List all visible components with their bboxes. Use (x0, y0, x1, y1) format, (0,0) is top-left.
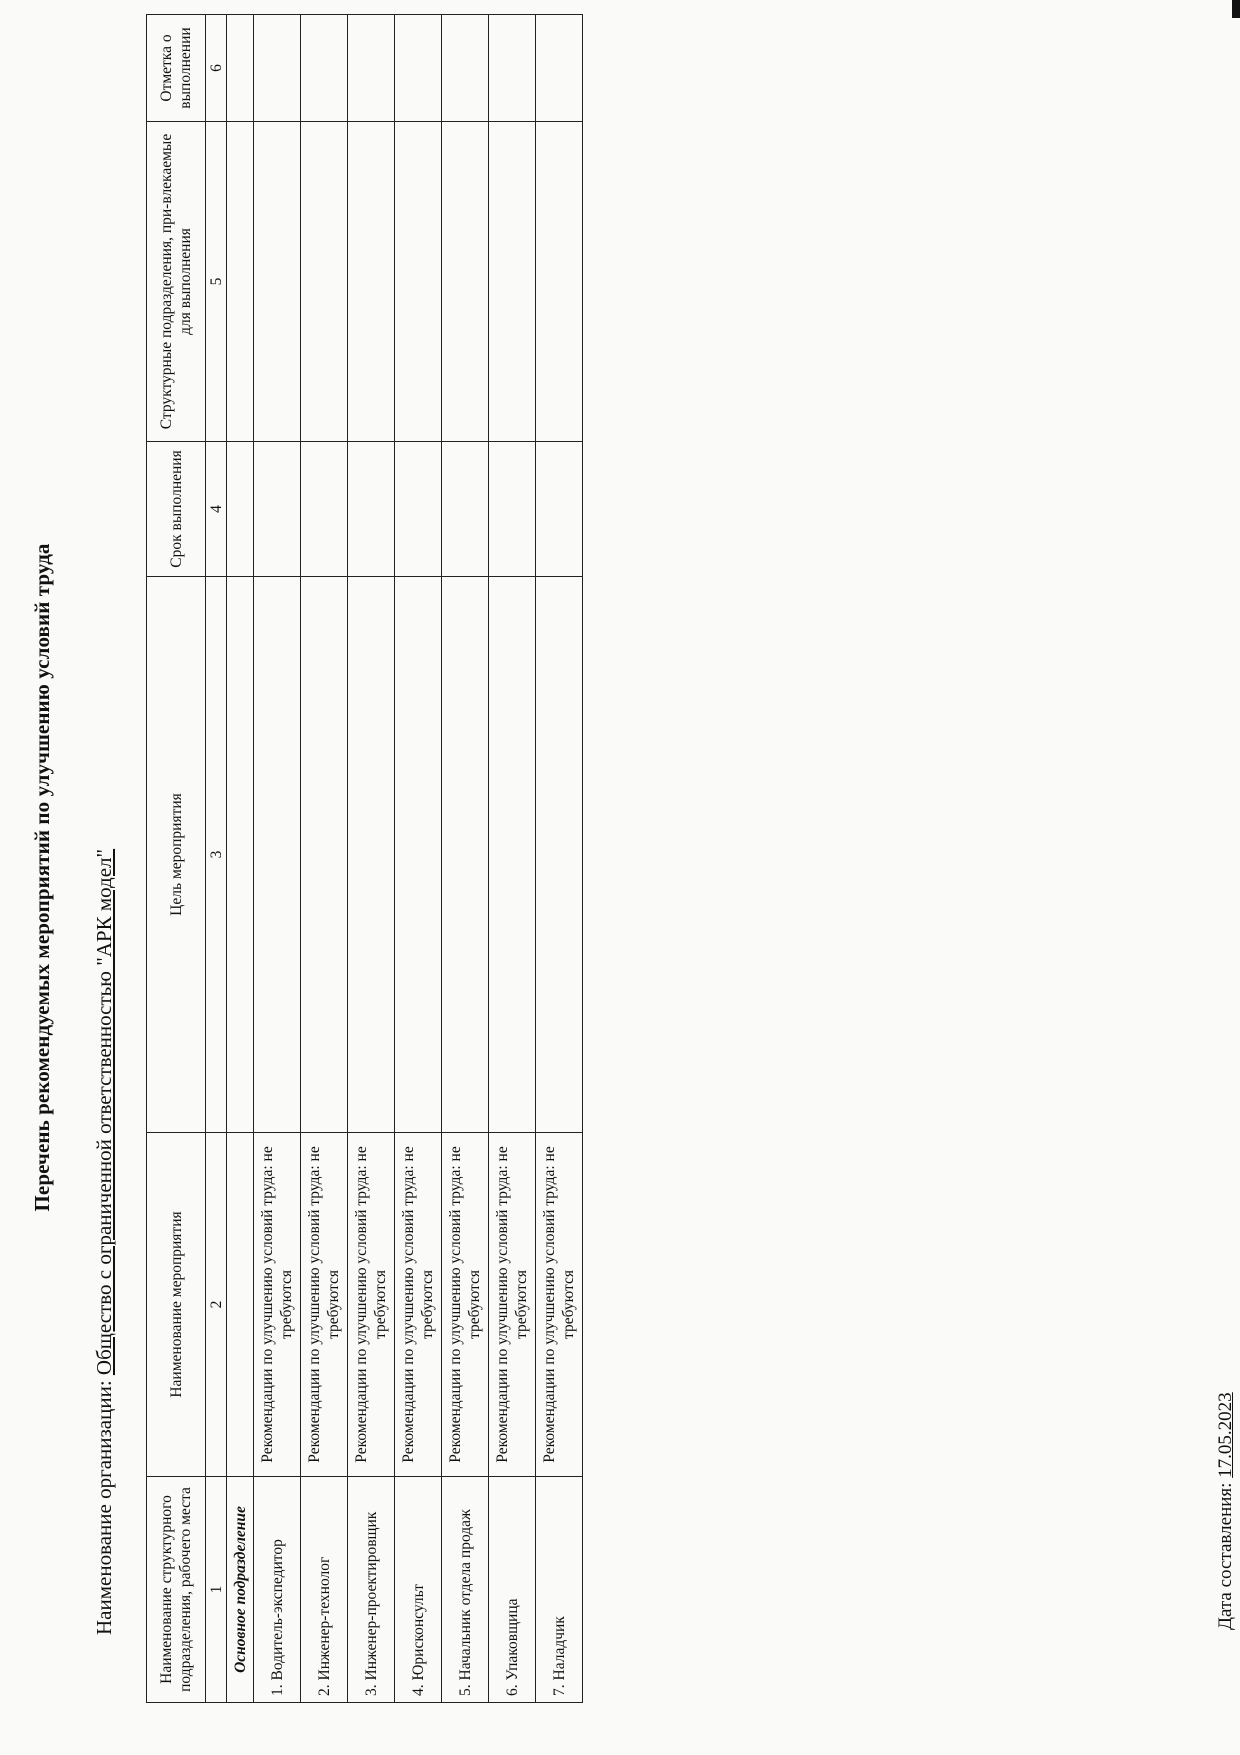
completion-mark-cell (301, 15, 348, 122)
empty-cell (227, 442, 254, 577)
empty-cell (227, 15, 254, 122)
table-row (536, 15, 583, 1703)
column-number: 3 (206, 577, 227, 1133)
workplace-cell: 1. Водитель-экспедитор (254, 1477, 301, 1703)
header-goal: Цель мероприятия (147, 577, 206, 1133)
departments-cell (442, 122, 489, 442)
goal-cell (395, 577, 442, 1133)
departments-cell (489, 122, 536, 442)
deadline-cell (254, 442, 301, 577)
column-number: 2 (206, 1133, 227, 1477)
workplace-cell: 5. Начальник отдела продаж (442, 1477, 489, 1703)
compiled-date-line (1215, 1392, 1237, 1630)
empty-cell (227, 122, 254, 442)
completion-mark-cell (442, 15, 489, 122)
departments-cell (395, 122, 442, 442)
completion-mark-cell (395, 15, 442, 122)
section-title: Основное подразделение (227, 1477, 254, 1703)
section-row (227, 15, 254, 1703)
workplace-cell: 2. Инженер-технолог (301, 1477, 348, 1703)
workplace-cell: 7. Наладчик (536, 1477, 583, 1703)
table-row (254, 15, 301, 1703)
organization-label: Наименование организации: (92, 1380, 116, 1635)
departments-cell (254, 122, 301, 442)
goal-cell (301, 577, 348, 1133)
header-workplace: Наименование структурного подразделения, рабочего места (147, 1477, 206, 1703)
date-label: Дата составления: (1215, 1482, 1236, 1630)
measure-cell: Рекомендации по улучшению условий труда: не требуются (254, 1133, 301, 1477)
table-row (489, 15, 536, 1703)
header-departments: Структурные подразделения, при-влекаемые для выполнения (147, 122, 206, 442)
column-number-row (206, 15, 227, 1703)
measure-cell: Рекомендации по улучшению условий труда: не требуются (301, 1133, 348, 1477)
goal-cell (442, 577, 489, 1133)
table-header-row (147, 15, 206, 1703)
empty-cell (227, 1133, 254, 1477)
measure-cell: Рекомендации по улучшению условий труда: не требуются (536, 1133, 583, 1477)
goal-cell (489, 577, 536, 1133)
header-deadline: Срок выполнения (147, 442, 206, 577)
table-row (348, 15, 395, 1703)
measures-table (146, 14, 583, 1703)
column-number: 1 (206, 1477, 227, 1703)
goal-cell (348, 577, 395, 1133)
date-value: 17.05.2023 (1215, 1392, 1236, 1478)
table-row (395, 15, 442, 1703)
departments-cell (536, 122, 583, 442)
deadline-cell (395, 442, 442, 577)
table-row (442, 15, 489, 1703)
departments-cell (348, 122, 395, 442)
column-number: 5 (206, 122, 227, 442)
measure-cell: Рекомендации по улучшению условий труда: не требуются (348, 1133, 395, 1477)
measure-cell: Рекомендации по улучшению условий труда: не требуются (395, 1133, 442, 1477)
deadline-cell (489, 442, 536, 577)
empty-cell (227, 577, 254, 1133)
workplace-cell: 6. Упаковщица (489, 1477, 536, 1703)
workplace-cell: 3. Инженер-проектировщик (348, 1477, 395, 1703)
measure-cell: Рекомендации по улучшению условий труда: не требуются (442, 1133, 489, 1477)
workplace-cell: 4. Юрисконсульт (395, 1477, 442, 1703)
completion-mark-cell (536, 15, 583, 122)
deadline-cell (442, 442, 489, 577)
deadline-cell (348, 442, 395, 577)
completion-mark-cell (348, 15, 395, 122)
column-number: 6 (206, 15, 227, 122)
header-measure: Наименование мероприятия (147, 1133, 206, 1477)
organization-line (92, 849, 117, 1635)
goal-cell (254, 577, 301, 1133)
departments-cell (301, 122, 348, 442)
measure-cell: Рекомендации по улучшению условий труда: не требуются (489, 1133, 536, 1477)
deadline-cell (301, 442, 348, 577)
completion-mark-cell (254, 15, 301, 122)
header-completion-mark: Отметка о выполнении (147, 15, 206, 122)
organization-name: Общество с ограниченной ответственностью "АРК модел" (92, 848, 116, 1376)
column-number: 4 (206, 442, 227, 577)
goal-cell (536, 577, 583, 1133)
deadline-cell (536, 442, 583, 577)
completion-mark-cell (489, 15, 536, 122)
document-title: Перечень рекомендуемых мероприятий по улучшению условий труда (30, 543, 54, 1212)
table-row (301, 15, 348, 1703)
